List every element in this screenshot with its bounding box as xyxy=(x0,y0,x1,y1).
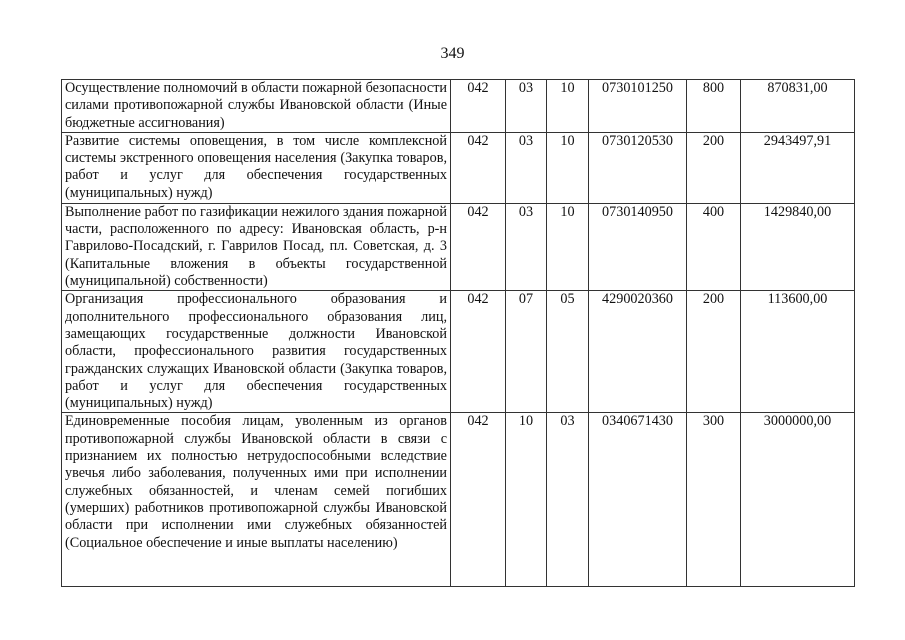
budget-table xyxy=(61,79,855,587)
expense-type-cell: 800 xyxy=(687,80,741,133)
section-cell: 03 xyxy=(506,132,547,203)
target-article-cell: 0730101250 xyxy=(589,80,687,133)
amount-cell: 870831,00 xyxy=(741,80,855,133)
target-article-cell: 0730140950 xyxy=(589,203,687,290)
grbs-cell: 042 xyxy=(451,132,506,203)
target-article-cell: 0730120530 xyxy=(589,132,687,203)
expense-type-cell: 200 xyxy=(687,132,741,203)
page-number: 349 xyxy=(440,45,465,62)
description-cell: Единовременные пособия лицам, уволенным из органов противопожарной службы Ивановской области в связи с признанием их полностью нетрудоспособными вследствие увечья либо заболевания, полученных ими при исполнении служебных обязанностей, и членам семей погибших (умерших) работников противопожарной службы Ивановской области при исполнении ими служебных обязанностей (Социальное обеспечение и иные выплаты населению) xyxy=(62,413,451,587)
grbs-cell: 042 xyxy=(451,413,506,587)
subsection-cell: 10 xyxy=(547,80,589,133)
description-cell: Организация профессионального образования и дополнительного профессионального образования лиц, замещающих государственные должности Ивановской области, профессионального развития государственных гражданских служащих Ивановской области (Закупка товаров, работ и услуг для обеспечения государственных (муниципальных) нужд) xyxy=(62,291,451,413)
amount-cell: 113600,00 xyxy=(741,291,855,413)
description-cell: Осуществление полномочий в области пожарной безопасности силами противопожарной службы Ивановской области (Иные бюджетные ассигнования) xyxy=(62,80,451,133)
grbs-cell: 042 xyxy=(451,291,506,413)
subsection-cell: 10 xyxy=(547,132,589,203)
subsection-cell: 10 xyxy=(547,203,589,290)
subsection-cell: 05 xyxy=(547,291,589,413)
target-article-cell: 4290020360 xyxy=(589,291,687,413)
target-article-cell: 0340671430 xyxy=(589,413,687,587)
expense-type-cell: 300 xyxy=(687,413,741,587)
table-row xyxy=(62,132,855,203)
table-row xyxy=(62,291,855,413)
description-cell: Развитие системы оповещения, в том числе комплексной системы экстренного оповещения населения (Закупка товаров, работ и услуг для обеспечения государственных (муниципальных) нужд) xyxy=(62,132,451,203)
grbs-cell: 042 xyxy=(451,203,506,290)
description-cell: Выполнение работ по газификации нежилого здания пожарной части, расположенного по адресу: Ивановская область, р-н Гаврилово-Посадский, г. Гаврилов Посад, пл. Советская, д. 3 (Капитальные вложения в объекты государственной (муниципальной) собственности) xyxy=(62,203,451,290)
expense-type-cell: 200 xyxy=(687,291,741,413)
section-cell: 07 xyxy=(506,291,547,413)
grbs-cell: 042 xyxy=(451,80,506,133)
table-row xyxy=(62,80,855,133)
section-cell: 03 xyxy=(506,80,547,133)
subsection-cell: 03 xyxy=(547,413,589,587)
table-row xyxy=(62,413,855,587)
amount-cell: 1429840,00 xyxy=(741,203,855,290)
section-cell: 03 xyxy=(506,203,547,290)
amount-cell: 2943497,91 xyxy=(741,132,855,203)
amount-cell: 3000000,00 xyxy=(741,413,855,587)
expense-type-cell: 400 xyxy=(687,203,741,290)
table-row xyxy=(62,203,855,290)
section-cell: 10 xyxy=(506,413,547,587)
